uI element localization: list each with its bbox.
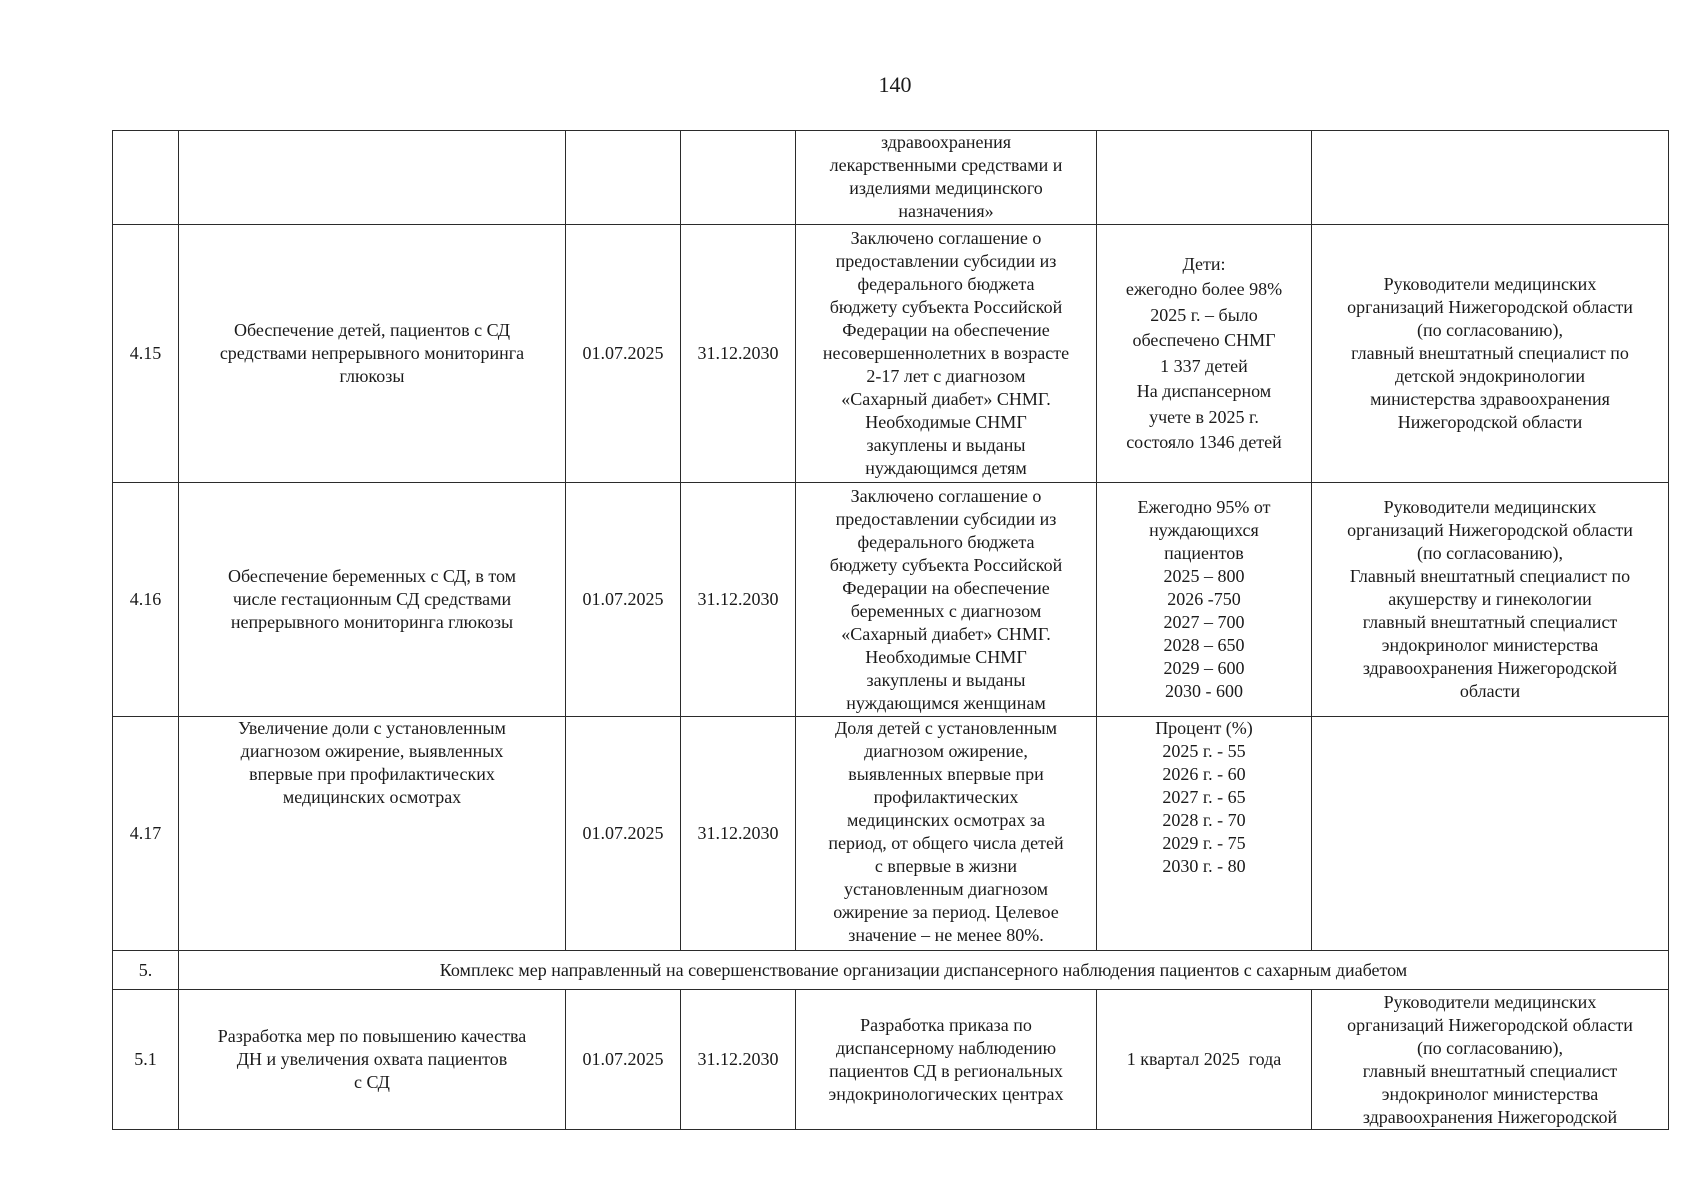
page-number: 140 [878,72,912,97]
text-line: профилактических [873,787,1019,807]
indicator-cell [1097,483,1312,717]
text-line: бюджету субъекта Российской [829,554,1063,575]
text-line: назначения» [898,201,994,221]
text-line: 2025 – 800 [1163,566,1245,586]
table-row-4-17 [113,717,1669,951]
responsible-cell [1312,483,1669,717]
expected-result-cell [796,717,1097,951]
text-line: состояло 1346 детей [1126,432,1282,452]
table-row-continuation [113,131,1669,225]
text-line: бюджету субъекта Российской [829,297,1063,317]
text-line: 2028 г. - 70 [1162,810,1246,830]
text-line: лекарственными средствами и [829,155,1063,175]
text-line: медицинских осмотрах за [847,810,1045,830]
responsible-cell [1312,131,1669,225]
end-date-cell: 31.12.2030 [681,717,796,951]
measure-name-cell [179,717,566,951]
text-line: (по согласованию), [1416,1037,1563,1058]
text-line: предоставлении субсидии из [835,508,1057,529]
table-row-4-15 [113,225,1669,483]
text-line: медицинских осмотрах [282,787,462,807]
text-line: здравоохранения Нижегородской [1362,658,1618,678]
text-line: здравоохранения [880,132,1012,152]
text-line: 2030 г. - 80 [1162,856,1246,876]
text-line: 2-17 лет с диагнозом [866,366,1026,386]
text-line: диагнозом ожирение, [864,741,1028,761]
text-line: главный внештатный специалист [1362,612,1618,632]
text-line: нуждающимся детям [865,458,1027,478]
text-line: Процент (%) [1155,718,1253,738]
text-line: Руководители медицинских [1383,497,1597,517]
row-number-cell [113,131,179,225]
text-line: Главный внештатный специалист по [1349,566,1631,586]
text-line: 2026 -750 [1167,589,1241,609]
end-date-cell: 31.12.2030 [681,483,796,717]
text-line: Увеличение доли с установленным [238,718,506,738]
text-line: Необходимые СНМГ [865,646,1027,667]
text-line: Заключено соглашение о [850,485,1042,506]
text-line: министерства здравоохранения [1370,389,1610,409]
text-line: главный внештатный специалист по [1351,343,1629,363]
text-line: 2027 г. - 65 [1162,787,1246,807]
text-line: здравоохранения Нижегородской [1362,1106,1618,1127]
measure-name-cell [179,225,566,483]
text-line: диспансерному наблюдению [835,1037,1057,1058]
text-line: ожирение за период. Целевое [833,902,1059,922]
table-row-section-5 [113,951,1669,990]
text-line: 2028 – 650 [1163,635,1245,655]
text-line: Дети: [1182,253,1226,274]
expected-result-cell [796,990,1097,1130]
expected-result-cell [796,483,1097,717]
row-number-cell: 4.16 [113,483,179,717]
text-line: эндокринолог министерства [1381,635,1599,655]
text-line: Разработка приказа по [860,1014,1032,1035]
measure-name-cell [179,483,566,717]
expected-result-cell [796,131,1097,225]
text-line: средствами непрерывного мониторинга [219,343,525,363]
text-line: «Сахарный диабет» СНМГ. [841,389,1051,409]
text-line: акушерству и гинекологии [1388,589,1592,609]
text-line: На диспансерном [1136,381,1272,401]
text-line: предоставлении субсидии из [835,251,1057,271]
text-line: выявленных впервые при [848,764,1044,784]
text-line: Обеспечение детей, пациентов с СД [234,320,510,340]
text-line: закуплены и выданы [866,435,1026,455]
text-line: установленным диагнозом [843,879,1049,899]
text-line: Ежегодно 95% от [1137,497,1271,517]
expected-result-cell [796,225,1097,483]
measure-name-cell [179,990,566,1130]
table-row-5-1 [113,990,1669,1130]
text-line: изделиями медицинского [849,178,1043,198]
text-line: период, от общего числа детей [828,833,1064,853]
text-line: Руководители медицинских [1383,274,1597,294]
text-line: непрерывного мониторинга глюкозы [230,612,514,632]
text-line: 2027 – 700 [1163,612,1245,632]
text-line: эндокринологических центрах [828,1083,1064,1104]
text-line: учете в 2025 г. [1149,406,1259,427]
text-line: закуплены и выданы [866,669,1026,690]
text-line: 2025 г. – было [1150,304,1258,325]
responsible-cell [1312,990,1669,1130]
text-line: глюкозы [339,366,405,386]
text-line: 2030 - 600 [1165,681,1243,701]
text-line: Необходимые СНМГ [865,412,1027,432]
end-date-cell: 31.12.2030 [681,990,796,1130]
indicator-cell [1097,225,1312,483]
text-line: пациентов [1164,543,1244,563]
text-line: Руководители медицинских [1383,991,1597,1012]
text-line: с СД [354,1072,390,1092]
text-line: детской эндокринологии [1394,366,1586,386]
text-line: 2026 г. - 60 [1162,764,1246,784]
indicator-cell [1097,131,1312,225]
text-line: организаций Нижегородской области [1347,1014,1633,1035]
row-number-cell: 5.1 [113,990,179,1130]
text-line: пациентов СД в региональных [829,1060,1063,1081]
start-date-cell [566,131,681,225]
text-line: ДН и увеличения охвата пациентов [236,1049,508,1069]
section-title: Комплекс мер направленный на совершенствование организации диспансерного наблюдения пациентов с сахарным диабетом [179,951,1669,990]
text-line: 1 квартал 2025 года [1126,1049,1282,1069]
row-number-cell: 4.17 [113,717,179,951]
text-line: беременных с диагнозом [850,600,1042,621]
text-line: впервые при профилактических [249,764,495,784]
responsible-cell [1312,225,1669,483]
measures-table [112,130,1669,1130]
text-line: главный внештатный специалист [1362,1060,1618,1081]
indicator-cell [1097,717,1312,951]
start-date-cell: 01.07.2025 [566,483,681,717]
start-date-cell: 01.07.2025 [566,990,681,1130]
row-number-cell: 4.15 [113,225,179,483]
section-number-cell: 5. [113,951,179,990]
text-line: Заключено соглашение о [850,228,1042,248]
text-line: Нижегородской области [1397,412,1583,432]
text-line: обеспечено СНМГ [1132,330,1276,350]
text-line: 2029 г. - 75 [1162,833,1246,853]
text-line: 1 337 детей [1160,355,1248,376]
text-line: федерального бюджета [857,274,1035,294]
text-line: ежегодно более 98% [1125,279,1283,299]
text-line: области [1459,681,1521,701]
text-line: числе гестационным СД средствами [232,589,512,609]
start-date-cell: 01.07.2025 [566,225,681,483]
start-date-cell: 01.07.2025 [566,717,681,951]
text-line: (по согласованию), [1416,543,1563,563]
text-line: федерального бюджета [857,531,1035,552]
text-line: значение – не менее 80%. [848,925,1044,945]
text-line: 2029 – 600 [1163,658,1245,678]
table-row-4-16 [113,483,1669,717]
responsible-cell [1312,717,1669,951]
indicator-cell [1097,990,1312,1130]
text-line: организаций Нижегородской области [1347,520,1633,540]
text-line: несовершеннолетних в возрасте [822,343,1070,363]
text-line: нуждающимся женщинам [846,692,1046,713]
text-line: с впервые в жизни [874,856,1018,876]
text-line: Федерации на обеспечение [842,320,1050,340]
text-line: Федерации на обеспечение [842,577,1050,598]
text-line: Обеспечение беременных с СД, в том [227,566,516,586]
text-line: (по согласованию), [1416,320,1563,340]
text-line: Доля детей с установленным [834,718,1058,738]
text-line: «Сахарный диабет» СНМГ. [841,623,1051,644]
measure-name-cell [179,131,566,225]
end-date-cell: 31.12.2030 [681,225,796,483]
text-line: диагнозом ожирение, выявленных [240,741,504,761]
text-line: Разработка мер по повышению качества [217,1026,527,1046]
text-line: организаций Нижегородской области [1347,297,1633,317]
text-line: эндокринолог министерства [1381,1083,1599,1104]
text-line: нуждающихся [1149,520,1259,540]
text-line: 2025 г. - 55 [1162,741,1246,761]
end-date-cell [681,131,796,225]
